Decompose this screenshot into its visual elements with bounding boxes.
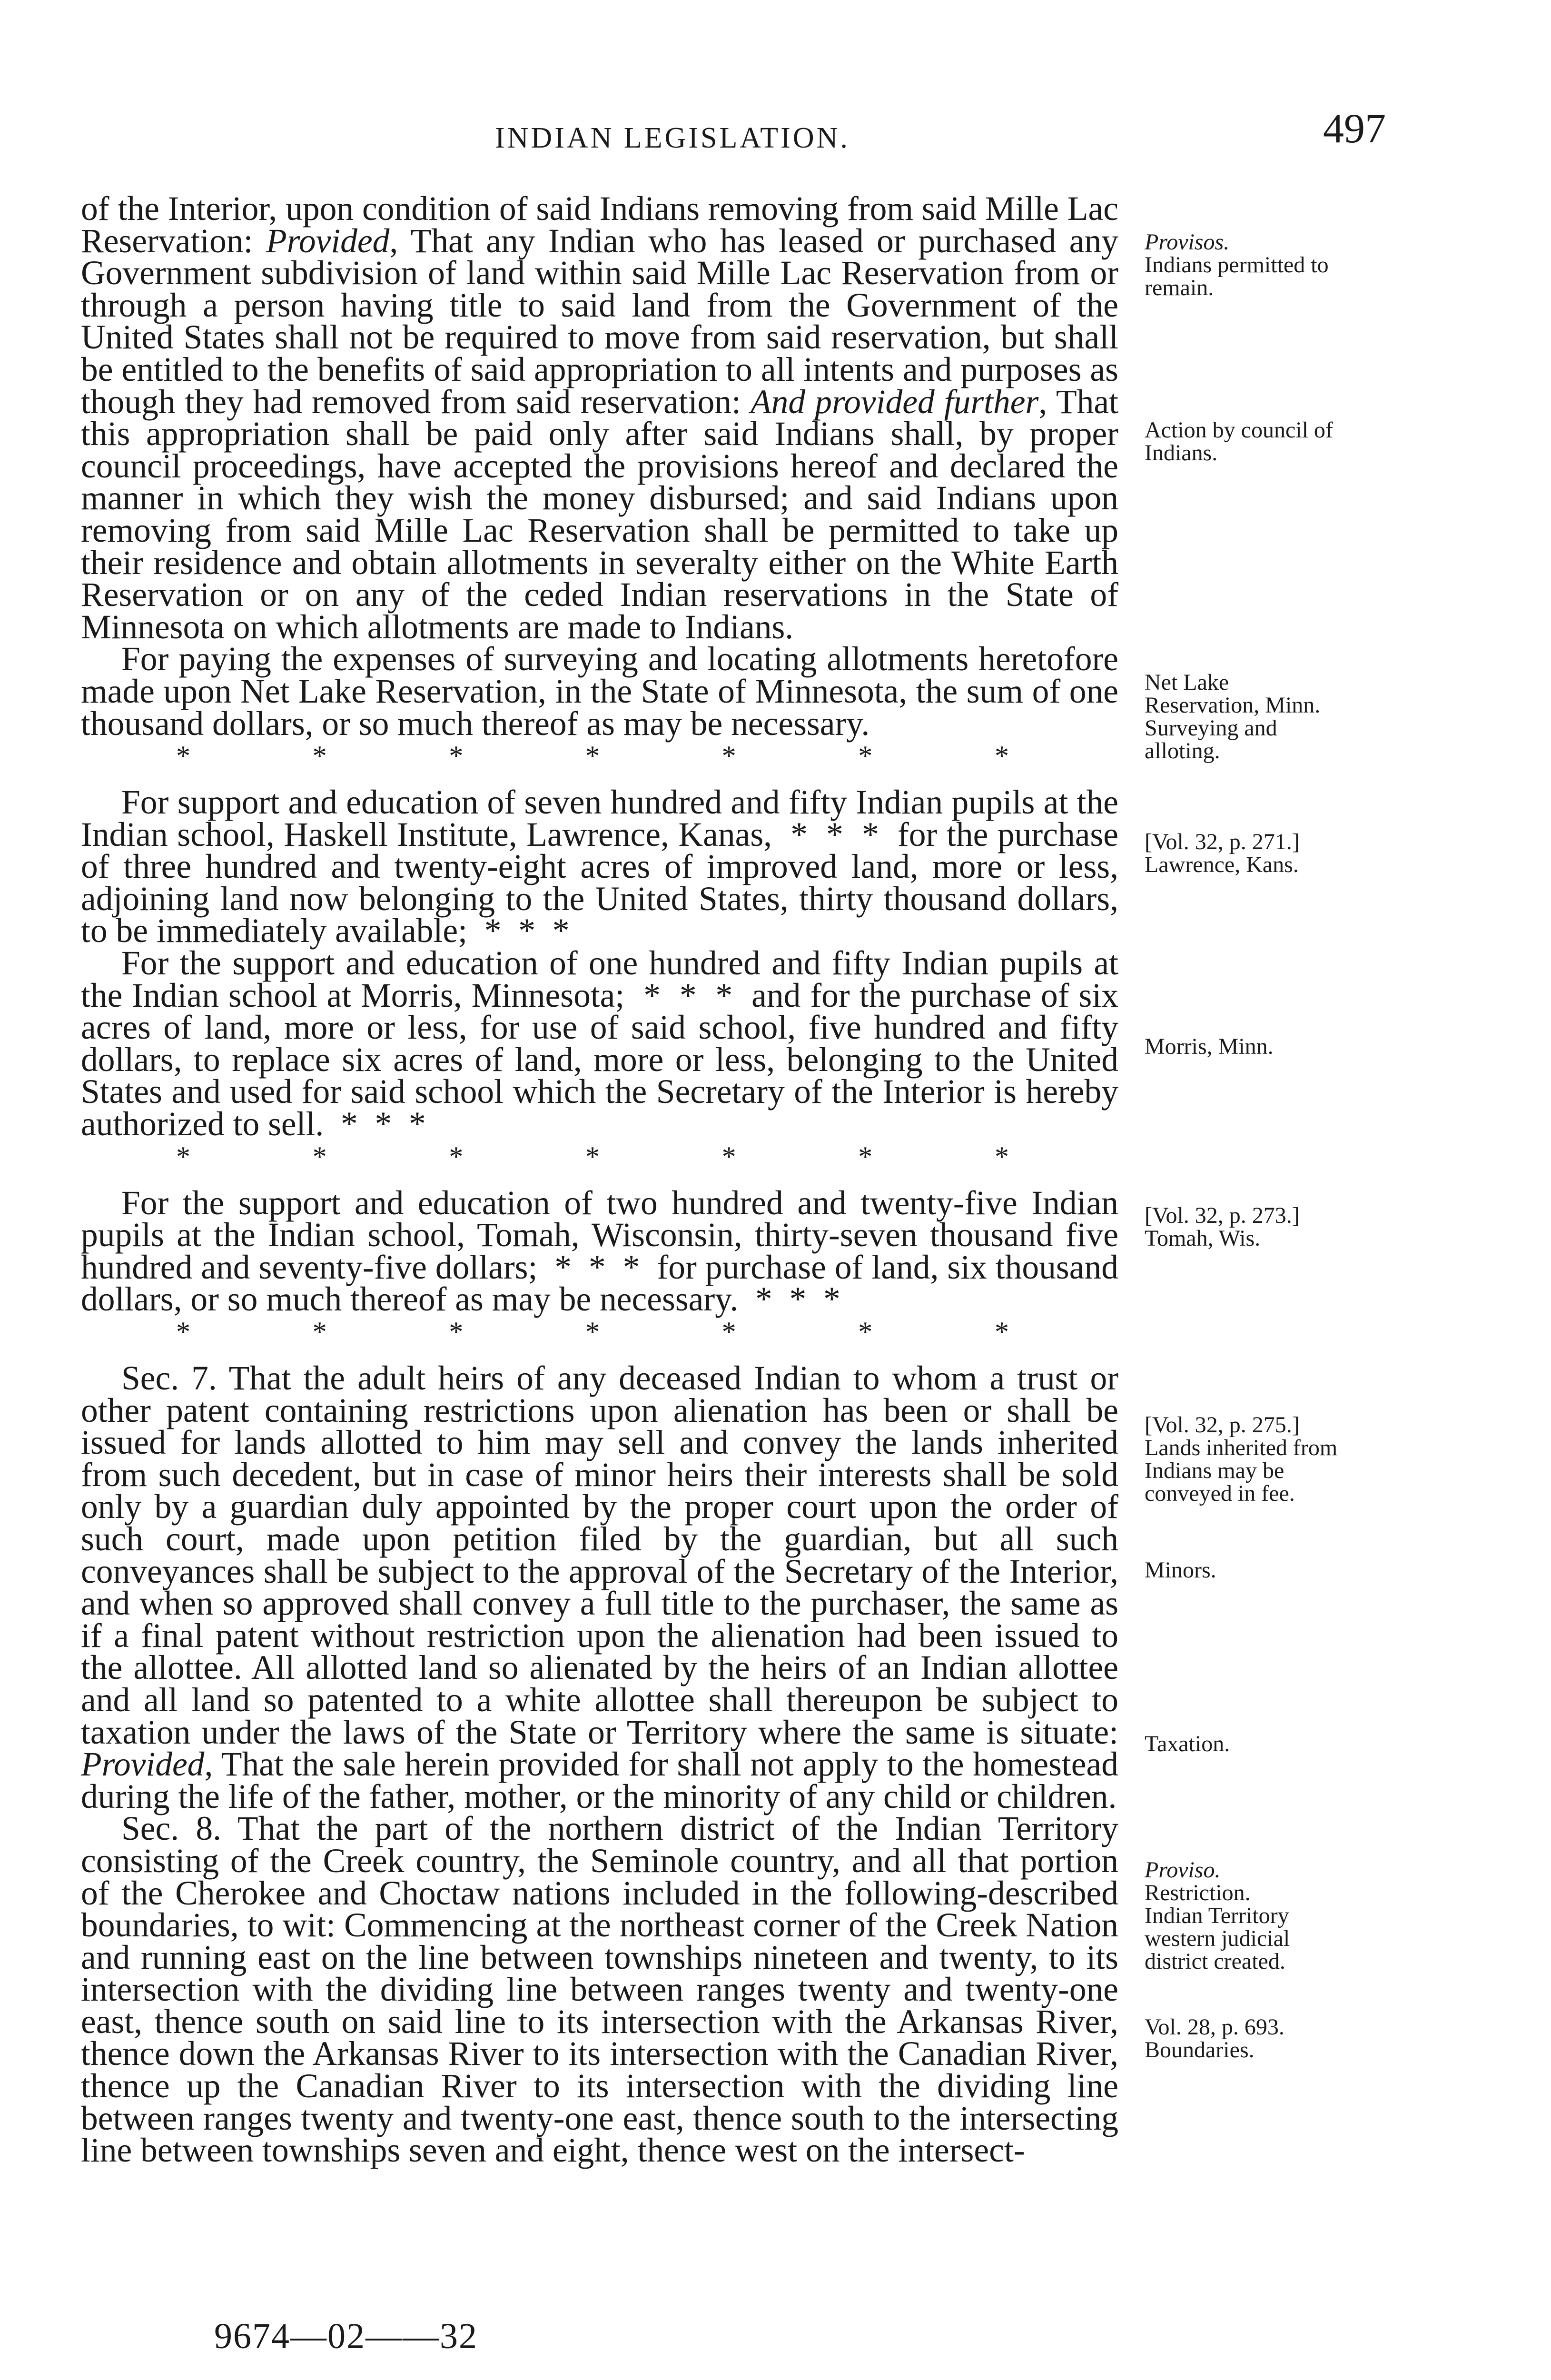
margin-note-action-council: Action by council of Indians. xyxy=(1145,417,1333,466)
star-separator: * * * * * * * xyxy=(176,740,1009,772)
margin-note-provisos: Provisos. Indians permitted to remain. xyxy=(1145,229,1329,300)
margin-note-taxation: Taxation. xyxy=(1145,1731,1230,1756)
paragraph-haskell: For support and education of seven hundred and fifty Indian pupils at the Indian school, Haskell Institute, Lawrence, Kanas, * * * for the purchase of three hundred and twenty-eight acres of improved land, more or less, adjoining land now belonging to the United States, thirty thousand dollars, to be immediately available; * * * xyxy=(81,783,1118,950)
star-separator: * * * * * * * xyxy=(176,1140,1009,1172)
page-number: 497 xyxy=(1323,106,1386,152)
margin-note-morris: Morris, Minn. xyxy=(1145,1034,1274,1059)
margin-note-boundaries: Vol. 28, p. 693. Boundaries. xyxy=(1145,2014,1284,2063)
star-separator: * * * * * * * xyxy=(176,1316,1009,1348)
signature-mark: 9674—02——32 xyxy=(214,2316,478,2356)
margin-note-net-lake: Net Lake Reservation, Minn. Surveying and alloting. xyxy=(1145,670,1321,764)
running-head: INDIAN LEGISLATION. xyxy=(495,122,850,154)
paragraph-net-lake: For paying the expenses of surveying and locating allotments heretofore made upon Net Lake Reservation, in the State of Minnesota, the sum of one thousand dollars, or so much thereof as may be necessary. xyxy=(81,640,1118,743)
paragraph-morris: For the support and education of one hundred and fifty Indian pupils at the Indian school at Morris, Minnesota; * * * and for the purchase of six acres of land, more or less, for use of said school, five hundred and fifty dollars, to replace six acres of land, more or less, belonging to the United States and used for said school which the Secretary of the Interior is hereby authorized to sell. * * * xyxy=(81,944,1118,1143)
margin-note-tomah: [Vol. 32, p. 273.] Tomah, Wis. xyxy=(1145,1203,1300,1251)
paragraph-sec-8: Sec. 8. That the part of the northern district of the Indian Territory consisting of the Creek country, the Seminole country, and all that portion of the Cherokee and Choctaw nations included in the following-described boundaries, to wit: Commencing at the northeast corner of the Creek Nation and running east on the line between townships nineteen and twenty, to its intersection with the dividing line between ranges twenty and twenty-one east, thence south on said line to its intersection with the Arkansas River, thence down the Arkansas River to its intersection with the Canadian River, thence up the Canadian River to its intersection with the dividing line between ranges twenty and twenty-one east, thence south to the intersecting line between townships seven and eight, thence west on the intersect- xyxy=(81,1810,1118,2170)
margin-note-haskell: [Vol. 32, p. 271.] Lawrence, Kans. xyxy=(1145,829,1300,877)
page-header xyxy=(0,95,1551,152)
margin-note-sec-7: [Vol. 32, p. 275.] Lands inherited from Indians may be conveyed in fee. xyxy=(1145,1412,1338,1506)
margin-note-minors: Minors. xyxy=(1145,1557,1216,1583)
paragraph-mille-lac: of the Interior, upon condition of said Indians removing from said Mille Lac Reservation: Provided, That any Indian who has leased or purchased any Government subdivision of land within said Mille Lac Reservation from or through a person having title to said land from the Government of the United States shall not be required to move from said reservation, but shall be entitled to the benefits of said appropriation to all intents and purposes as though they had removed from said reservation: And provided further, That this appropriation shall be paid only after said Indians shall, by proper council proceedings, have accepted the provisions hereof and declared the manner in which they wish the money disbursed; and said Indians upon removing from said Mille Lac Reservation shall be permitted to take up their residence and obtain allotments in severalty either on the White Earth Reservation or on any of the ceded Indian reservations in the State of Minnesota on which allotments are made to Indians. xyxy=(81,190,1119,646)
body-text xyxy=(81,190,1119,2170)
paragraph-sec-7: Sec. 7. That the adult heirs of any deceased Indian to whom a trust or other patent containing restrictions upon alienation has been or shall be issued for lands allotted to him may sell and convey the lands inherited from such decedent, but in case of minor heirs their interests shall be sold only by a guardian duly appointed by the proper court upon the order of such court, made upon petition filed by the guardian, but all such conveyances shall be subject to the approval of the Secretary of the Interior, and when so approved shall convey a full title to the purchaser, the same as if a final patent without restriction upon the alienation had been issued to the allottee. All allotted land so alienated by the heirs of an Indian allottee and all land so patented to a white allottee shall thereupon be subject to taxation under the laws of the State or Territory where the same is situate: Provided, That the sale herein provided for shall not apply to the homestead during the life of the father, mother, or the minority of any child or children. xyxy=(81,1359,1118,1815)
margin-note-proviso: Proviso. Restriction. Indian Territory western judicial district created. xyxy=(1145,1857,1290,1974)
paragraph-tomah: For the support and education of two hundred and twenty-five Indian pupils at the Indian school, Tomah, Wisconsin, thirty-seven thousand five hundred and seventy-five dollars; * * * for purchase of land, six thousand dollars, or so much thereof as may be necessary. * * * xyxy=(81,1184,1118,1319)
